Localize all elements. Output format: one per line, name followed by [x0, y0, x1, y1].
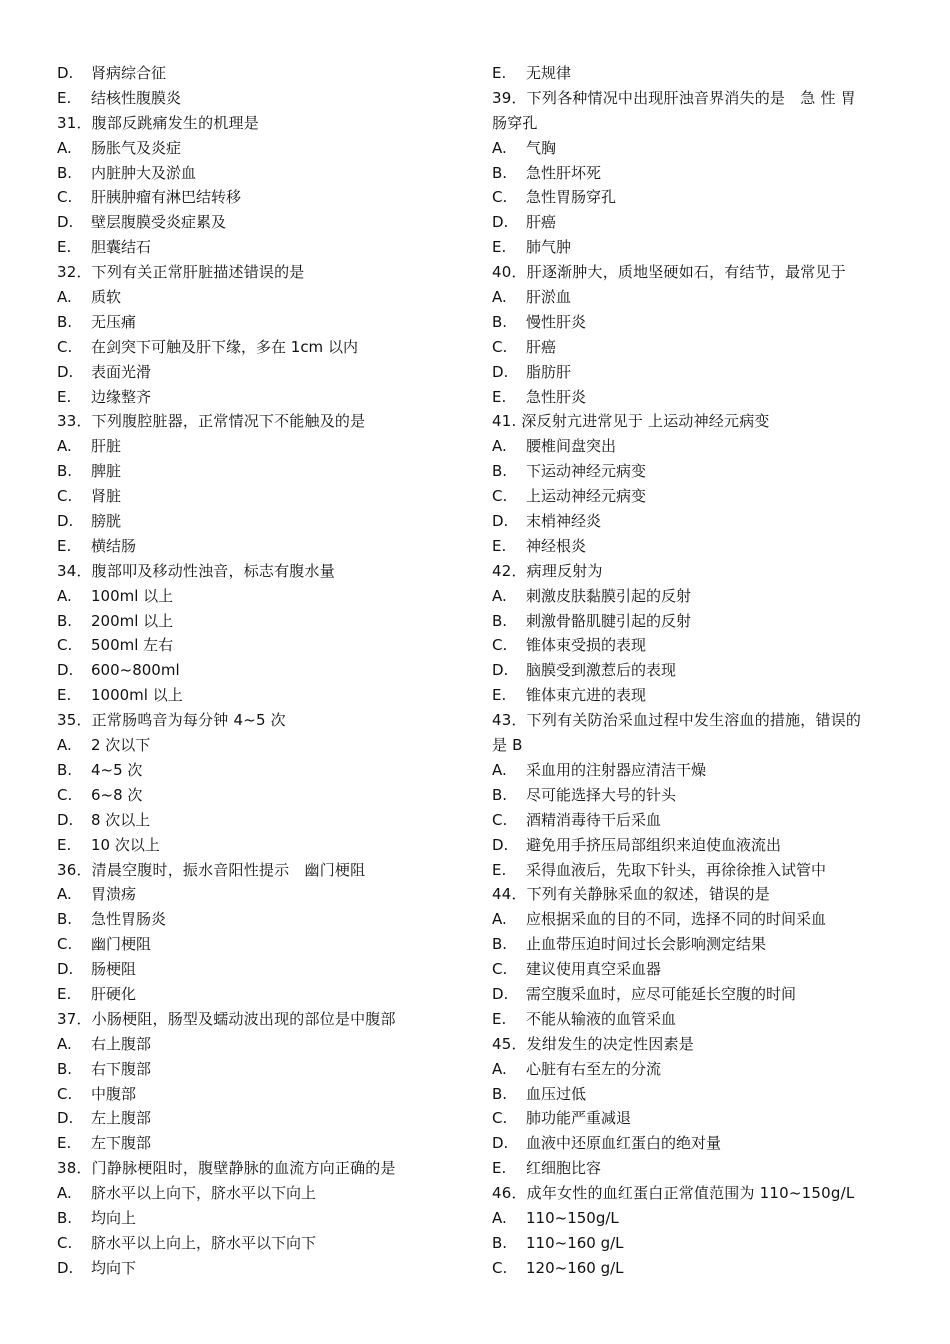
- option-letter: A.: [492, 1059, 507, 1078]
- option-letter: B.: [57, 1208, 73, 1227]
- answer-option: [492, 1131, 892, 1156]
- answer-option: [57, 833, 437, 858]
- option-text: 500ml 左右: [91, 636, 174, 655]
- question-text: 40．肝逐渐肿大，质地坚硬如石，有结节，最常见于: [492, 263, 846, 282]
- option-letter: A.: [57, 885, 72, 904]
- option-text: 肺气肿: [526, 238, 572, 257]
- answer-option: [492, 1206, 892, 1231]
- option-text: 右下腹部: [91, 1059, 152, 1078]
- option-letter: B.: [57, 312, 73, 331]
- answer-option: [57, 733, 437, 758]
- option-text: 1000ml 以上: [91, 686, 183, 705]
- option-text: 肝脏: [91, 437, 122, 456]
- option-letter: E.: [492, 64, 507, 82]
- option-text: 不能从输液的血管采血: [526, 1009, 677, 1028]
- answer-option: [492, 61, 892, 86]
- option-text: 胃溃疡: [91, 885, 137, 904]
- option-letter: E.: [57, 686, 72, 705]
- option-text: 在剑突下可触及肝下缘，多在 1cm 以内: [91, 337, 358, 356]
- option-text: 中腹部: [91, 1084, 137, 1103]
- answer-option: [57, 758, 437, 783]
- answer-option: [57, 185, 437, 210]
- option-letter: B.: [492, 611, 508, 630]
- option-letter: D.: [57, 362, 74, 381]
- question-text: 37．小肠梗阻，肠型及蠕动波出现的部位是中腹部: [57, 1009, 396, 1028]
- answer-option: [492, 783, 892, 808]
- answer-option: [57, 1206, 437, 1231]
- answer-option: [492, 1106, 892, 1131]
- option-text: 6~8 次: [91, 785, 143, 804]
- option-text: 壁层腹膜受炎症累及: [91, 213, 227, 232]
- option-letter: E.: [57, 1134, 72, 1153]
- question-text: 39．下列各种情况中出现肝浊音界消失的是 急 性 胃: [492, 88, 856, 107]
- answer-option: [57, 484, 437, 509]
- answer-option: [57, 1181, 437, 1206]
- option-letter: D.: [57, 810, 74, 829]
- option-letter: B.: [492, 935, 508, 954]
- answer-option: [57, 509, 437, 534]
- answer-option: [492, 136, 892, 161]
- option-letter: C.: [492, 487, 508, 506]
- option-letter: A.: [492, 1208, 507, 1227]
- answer-option: [492, 658, 892, 683]
- option-letter: E.: [57, 984, 72, 1003]
- option-letter: C.: [57, 188, 73, 207]
- option-letter: B.: [57, 462, 73, 481]
- question-text: 42．病理反射为: [492, 561, 603, 580]
- option-text: 神经根炎: [526, 536, 587, 555]
- option-text: 锥体束受损的表现: [526, 636, 647, 655]
- answer-option: [57, 1106, 437, 1131]
- answer-option: [57, 360, 437, 385]
- option-text: 肝癌: [526, 337, 557, 356]
- question-text: 41. 深反射亢进常见于 上运动神经元病变: [492, 412, 770, 431]
- option-text: 末梢神经炎: [526, 512, 602, 531]
- option-text: 4~5 次: [91, 760, 143, 779]
- option-letter: E.: [57, 387, 72, 406]
- answer-option: [492, 335, 892, 360]
- option-letter: B.: [492, 785, 508, 804]
- option-letter: D.: [492, 213, 509, 232]
- option-text: 急性肝坏死: [526, 163, 602, 182]
- option-letter: B.: [57, 163, 73, 182]
- option-text: 肝硬化: [91, 984, 137, 1003]
- question-text: 35．正常肠鸣音为每分钟 4~5 次: [57, 711, 286, 730]
- option-text: 表面光滑: [91, 362, 152, 381]
- option-letter: A.: [57, 1034, 72, 1053]
- answer-option: [492, 534, 892, 559]
- answer-option: [57, 907, 437, 932]
- option-text: 均向上: [91, 1208, 137, 1227]
- option-letter: C.: [492, 960, 508, 979]
- option-letter: D.: [492, 984, 509, 1003]
- option-text: 左上腹部: [91, 1109, 152, 1128]
- option-text: 避免用手挤压局部组织来迫使血液流出: [526, 835, 782, 854]
- answer-option: [492, 584, 892, 609]
- answer-option: [492, 285, 892, 310]
- option-letter: D.: [57, 64, 74, 82]
- option-text: 红细胞比容: [526, 1159, 602, 1178]
- question-text: 46．成年女性的血红蛋白正常值范围为 110~150g/L: [492, 1184, 855, 1203]
- option-text: 血液中还原血红蛋白的绝对量: [526, 1134, 722, 1153]
- question-text: 肠穿孔: [492, 113, 538, 132]
- left-column: [57, 61, 437, 1281]
- option-text: 边缘整齐: [91, 387, 152, 406]
- option-letter: A.: [492, 138, 507, 157]
- answer-option: [57, 1057, 437, 1082]
- option-text: 2 次以下: [91, 736, 151, 755]
- answer-option: [492, 1156, 892, 1181]
- option-text: 600~800ml: [91, 661, 180, 680]
- option-letter: D.: [57, 1258, 74, 1277]
- answer-option: [57, 808, 437, 833]
- option-letter: C.: [57, 636, 73, 655]
- option-text: 质软: [91, 288, 122, 307]
- option-text: 肝胰肿瘤有淋巴结转移: [91, 188, 242, 207]
- answer-option: [57, 683, 437, 708]
- question-text: 34．腹部叩及移动性浊音，标志有腹水量: [57, 561, 335, 580]
- option-text: 需空腹采血时，应尽可能延长空腹的时间: [526, 984, 797, 1003]
- option-text: 肝淤血: [526, 288, 572, 307]
- option-letter: A.: [492, 586, 507, 605]
- option-letter: E.: [57, 238, 72, 257]
- answer-option: [57, 61, 437, 86]
- option-letter: D.: [57, 960, 74, 979]
- option-letter: C.: [57, 337, 73, 356]
- option-text: 血压过低: [526, 1084, 587, 1103]
- option-letter: B.: [492, 462, 508, 481]
- option-text: 尽可能选择大号的针头: [526, 785, 677, 804]
- answer-option: [492, 1007, 892, 1032]
- option-letter: E.: [492, 860, 507, 879]
- option-letter: C.: [57, 1233, 73, 1252]
- answer-option: [492, 434, 892, 459]
- answer-option: [492, 683, 892, 708]
- option-text: 胆囊结石: [91, 238, 152, 257]
- answer-option: [57, 310, 437, 335]
- answer-option: [492, 1082, 892, 1107]
- answer-option: [57, 136, 437, 161]
- option-letter: C.: [57, 487, 73, 506]
- option-text: 脐水平以上向下，脐水平以下向上: [91, 1184, 317, 1203]
- option-letter: A.: [57, 736, 72, 755]
- option-text: 采得血液后，先取下针头，再徐徐推入试管中: [526, 860, 827, 879]
- option-letter: C.: [492, 1109, 508, 1128]
- option-text: 建议使用真空采血器: [526, 960, 662, 979]
- option-text: 10 次以上: [91, 835, 160, 854]
- option-text: 下运动神经元病变: [526, 462, 647, 481]
- answer-option: [57, 1256, 437, 1281]
- option-text: 慢性肝炎: [526, 312, 587, 331]
- question-text: 31．腹部反跳痛发生的机理是: [57, 113, 259, 132]
- answer-option: [57, 86, 437, 111]
- option-letter: E.: [492, 686, 507, 705]
- answer-option: [57, 932, 437, 957]
- answer-option: [57, 783, 437, 808]
- answer-option: [492, 210, 892, 235]
- answer-option: [492, 459, 892, 484]
- option-text: 肾病综合征: [91, 64, 167, 82]
- option-text: 腰椎间盘突出: [526, 437, 617, 456]
- answer-option: [57, 385, 437, 410]
- answer-option: [492, 385, 892, 410]
- question-text: 44．下列有关静脉采血的叙述，错误的是: [492, 885, 770, 904]
- option-text: 心脏有右至左的分流: [526, 1059, 662, 1078]
- option-letter: B.: [492, 1084, 508, 1103]
- option-text: 均向下: [91, 1258, 137, 1277]
- answer-option: [492, 833, 892, 858]
- option-text: 急性肝炎: [526, 387, 587, 406]
- answer-option: [57, 584, 437, 609]
- option-letter: A.: [57, 138, 72, 157]
- option-text: 结核性腹膜炎: [91, 88, 182, 107]
- option-text: 上运动神经元病变: [526, 487, 647, 506]
- option-text: 采血用的注射器应清洁干燥: [526, 760, 707, 779]
- option-text: 8 次以上: [91, 810, 151, 829]
- answer-option: [492, 932, 892, 957]
- option-text: 肺功能严重减退: [526, 1109, 632, 1128]
- option-letter: B.: [57, 910, 73, 929]
- option-text: 应根据采血的目的不同，选择不同的时间采血: [526, 910, 827, 929]
- answer-option: [57, 1082, 437, 1107]
- option-text: 肾脏: [91, 487, 122, 506]
- option-letter: D.: [57, 1109, 74, 1128]
- answer-option: [57, 235, 437, 260]
- option-letter: A.: [57, 586, 72, 605]
- option-letter: D.: [57, 213, 74, 232]
- option-text: 脾脏: [91, 462, 122, 481]
- option-letter: C.: [492, 188, 508, 207]
- option-letter: A.: [492, 437, 507, 456]
- option-text: 刺激骨骼肌腱引起的反射: [526, 611, 692, 630]
- option-letter: C.: [57, 935, 73, 954]
- option-text: 酒精消毒待干后采血: [526, 810, 662, 829]
- option-text: 120~160 g/L: [526, 1258, 624, 1277]
- option-letter: A.: [57, 288, 72, 307]
- option-text: 右上腹部: [91, 1034, 152, 1053]
- option-letter: B.: [57, 760, 73, 779]
- option-text: 110~160 g/L: [526, 1233, 624, 1252]
- option-text: 锥体束亢进的表现: [526, 686, 647, 705]
- answer-option: [57, 161, 437, 186]
- answer-option: [57, 1231, 437, 1256]
- option-letter: A.: [57, 437, 72, 456]
- option-letter: C.: [492, 1258, 508, 1277]
- option-letter: B.: [492, 163, 508, 182]
- option-text: 幽门梗阻: [91, 935, 152, 954]
- option-text: 脐水平以上向上，脐水平以下向下: [91, 1233, 317, 1252]
- option-letter: A.: [492, 760, 507, 779]
- question-text: 45．发绀发生的决定性因素是: [492, 1034, 694, 1053]
- option-letter: D.: [492, 512, 509, 531]
- option-letter: E.: [492, 238, 507, 257]
- option-letter: B.: [57, 611, 73, 630]
- option-letter: A.: [57, 1184, 72, 1203]
- option-text: 无规律: [526, 64, 572, 82]
- answer-option: [57, 609, 437, 634]
- option-letter: C.: [492, 337, 508, 356]
- question-text: 43．下列有关防治采血过程中发生溶血的措施，错误的: [492, 711, 862, 730]
- option-text: 止血带压迫时间过长会影响测定结果: [526, 935, 767, 954]
- option-letter: D.: [492, 1134, 509, 1153]
- answer-option: [492, 808, 892, 833]
- option-text: 110~150g/L: [526, 1208, 619, 1227]
- option-letter: E.: [492, 387, 507, 406]
- option-text: 脂肪肝: [526, 362, 572, 381]
- question-text: 32．下列有关正常肝脏描述错误的是: [57, 263, 305, 282]
- option-letter: D.: [57, 512, 74, 531]
- answer-option: [57, 285, 437, 310]
- answer-option: [57, 633, 437, 658]
- option-text: 气胸: [526, 138, 557, 157]
- answer-option: [57, 1131, 437, 1156]
- question-text: 是 B: [492, 736, 523, 755]
- option-text: 肠胀气及炎症: [91, 138, 182, 157]
- option-letter: D.: [57, 661, 74, 680]
- answer-option: [492, 758, 892, 783]
- answer-option: [492, 1231, 892, 1256]
- answer-option: [57, 534, 437, 559]
- option-text: 左下腹部: [91, 1134, 152, 1153]
- answer-option: [492, 1256, 892, 1281]
- answer-option: [57, 434, 437, 459]
- answer-option: [57, 210, 437, 235]
- option-letter: E.: [492, 1009, 507, 1028]
- option-text: 200ml 以上: [91, 611, 174, 630]
- option-text: 横结肠: [91, 536, 137, 555]
- option-letter: B.: [57, 1059, 73, 1078]
- question-text: 38．门静脉梗阻时，腹壁静脉的血流方向正确的是: [57, 1159, 396, 1178]
- answer-option: [57, 335, 437, 360]
- option-letter: D.: [492, 835, 509, 854]
- option-text: 膀胱: [91, 512, 122, 531]
- option-letter: C.: [492, 810, 508, 829]
- option-text: 刺激皮肤黏膜引起的反射: [526, 586, 692, 605]
- answer-option: [492, 310, 892, 335]
- option-text: 脑膜受到激惹后的表现: [526, 661, 677, 680]
- option-text: 无压痛: [91, 312, 137, 331]
- option-letter: E.: [492, 536, 507, 555]
- answer-option: [492, 957, 892, 982]
- answer-option: [57, 1032, 437, 1057]
- option-text: 急性胃肠穿孔: [526, 188, 617, 207]
- answer-option: [492, 858, 892, 883]
- answer-option: [57, 459, 437, 484]
- question-text: 36．清晨空腹时，振水音阳性提示 幽门梗阻: [57, 860, 366, 879]
- answer-option: [492, 907, 892, 932]
- option-text: 内脏肿大及淤血: [91, 163, 197, 182]
- option-text: 急性胃肠炎: [91, 910, 167, 929]
- question-text: 33．下列腹腔脏器，正常情况下不能触及的是: [57, 412, 366, 431]
- option-letter: D.: [492, 362, 509, 381]
- option-letter: B.: [492, 312, 508, 331]
- answer-option: [492, 509, 892, 534]
- option-letter: B.: [492, 1233, 508, 1252]
- answer-option: [492, 1057, 892, 1082]
- option-letter: E.: [57, 835, 72, 854]
- answer-option: [57, 957, 437, 982]
- answer-option: [492, 185, 892, 210]
- answer-option: [492, 235, 892, 260]
- option-text: 肠梗阻: [91, 960, 137, 979]
- option-letter: A.: [492, 288, 507, 307]
- option-letter: A.: [492, 910, 507, 929]
- option-letter: D.: [492, 661, 509, 680]
- option-letter: C.: [57, 1084, 73, 1103]
- option-letter: E.: [57, 88, 72, 107]
- answer-option: [492, 609, 892, 634]
- option-text: 肝癌: [526, 213, 557, 232]
- answer-option: [492, 982, 892, 1007]
- answer-option: [57, 982, 437, 1007]
- answer-option: [492, 161, 892, 186]
- option-letter: C.: [492, 636, 508, 655]
- answer-option: [492, 484, 892, 509]
- option-text: 100ml 以上: [91, 586, 174, 605]
- answer-option: [57, 882, 437, 907]
- option-letter: C.: [57, 785, 73, 804]
- answer-option: [57, 658, 437, 683]
- right-column: [492, 61, 892, 1281]
- option-letter: E.: [492, 1159, 507, 1178]
- answer-option: [492, 633, 892, 658]
- option-letter: E.: [57, 536, 72, 555]
- answer-option: [492, 360, 892, 385]
